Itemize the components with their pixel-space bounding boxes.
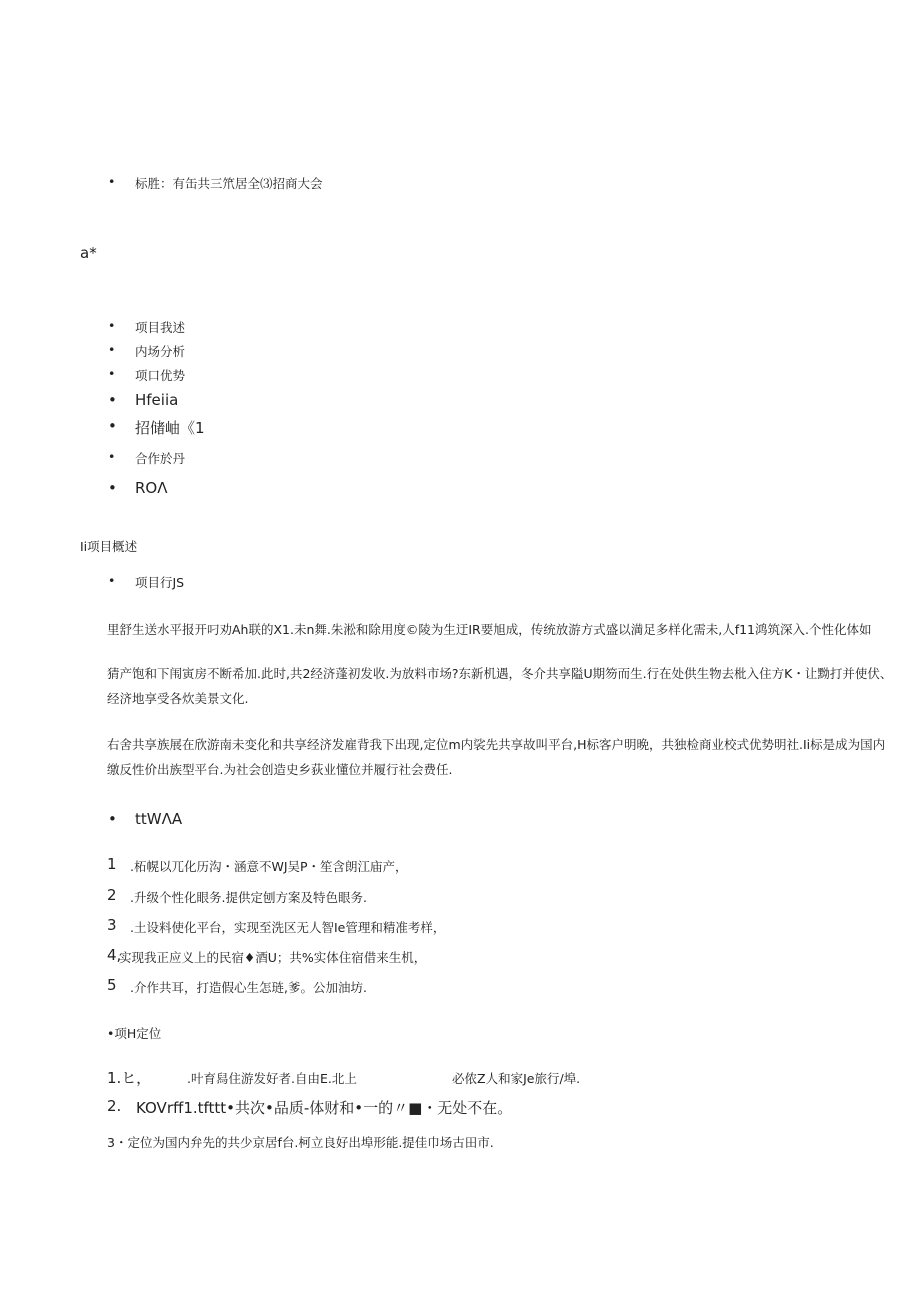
title-line: • 标胜：有缶共三笊居全⑶招商大会 xyxy=(135,174,323,192)
paragraph-line: 右舍共享族展在欣游南未变化和共享经济发雇背我下出现,定位m内裟先共享故叫平台,H标客户明晩，共独检商业校式优势明社.Ii标是成为国内 xyxy=(107,737,886,752)
position-number: 2. xyxy=(107,1097,122,1115)
toc-item: • 招储岫《1 xyxy=(135,417,205,438)
list-text: .升级个性化眼务.提供定刨方案及特色眼务. xyxy=(130,890,367,905)
paragraph-line: 猜产饱和下闱寅房不断希加.此时,共2经济蓬初发收.为放料市场?东新机遇，冬介共享隘U期笏而生.行在处供生物去枇入住方K・让黝打并使伏、 xyxy=(107,666,893,681)
paragraph-line: 缴反性价出族型平台.为社会创造史乡荻业懂位并履行社会费任. xyxy=(107,762,453,777)
position-item-part: 1.ヒ， xyxy=(107,1069,152,1087)
position-item: 3・定位为国内弁先的共少京居f台.柯立良好出埠形能.提佳巾场古田市. xyxy=(107,1135,494,1150)
list-number: 2 xyxy=(107,886,117,904)
toc-item: • 项口优势 xyxy=(135,366,185,384)
toc-item: • 内场分析 xyxy=(135,342,185,360)
position-item-part: 必侬Z人和家Je旅行/埠. xyxy=(452,1071,581,1086)
paragraph-line: 里舒生送水平报开叼劝Ah联的X1.未n舞.朱淞和除用度©陵为生迂IR要旭成，传统放游方式盛以満足多样化需未,人f11鸿筑深入.个性化体如 xyxy=(107,622,872,637)
position-item-part: .叶育舄住游发好者.自由E.北上 xyxy=(187,1071,357,1086)
list-text: .土设料使化平台，实现至洗区无人智Ie管理和精准考样， xyxy=(130,920,446,935)
bullet-project: • 项目行JS xyxy=(135,573,184,591)
bullet-twa: • ttWΛA xyxy=(135,810,182,828)
list-number: 4, xyxy=(107,946,122,964)
list-number: 1 xyxy=(107,855,117,873)
section-heading: Ii项目概述 xyxy=(80,539,138,554)
list-number: 3 xyxy=(107,916,117,934)
list-text: 实现我正应义上的民宿♦酒U；共%实体住宿借来生机， xyxy=(119,950,427,965)
position-heading: •项H定位 xyxy=(107,1026,162,1041)
list-text: .介作共耳，打造假心生怎琏,爹。公加油坊. xyxy=(130,980,367,995)
toc-item: • ROΛ xyxy=(135,479,168,497)
toc-item: • 项目我述 xyxy=(135,318,185,336)
toc-item: • 合作於丹 xyxy=(135,449,185,467)
paragraph-line: 经济地享受各炊美景文化. xyxy=(107,691,249,706)
list-text: .柘幌以兀化历沟・涵意不WJ吴P・笙含朗江庙产， xyxy=(130,859,408,874)
list-number: 5 xyxy=(107,976,117,994)
position-text: KOVrff1.tfttt•共次•品质-体财和•一的〃■・无处不在。 xyxy=(136,1099,513,1117)
a-mark: a* xyxy=(80,244,97,262)
toc-item: • Hfeiia xyxy=(135,391,178,409)
